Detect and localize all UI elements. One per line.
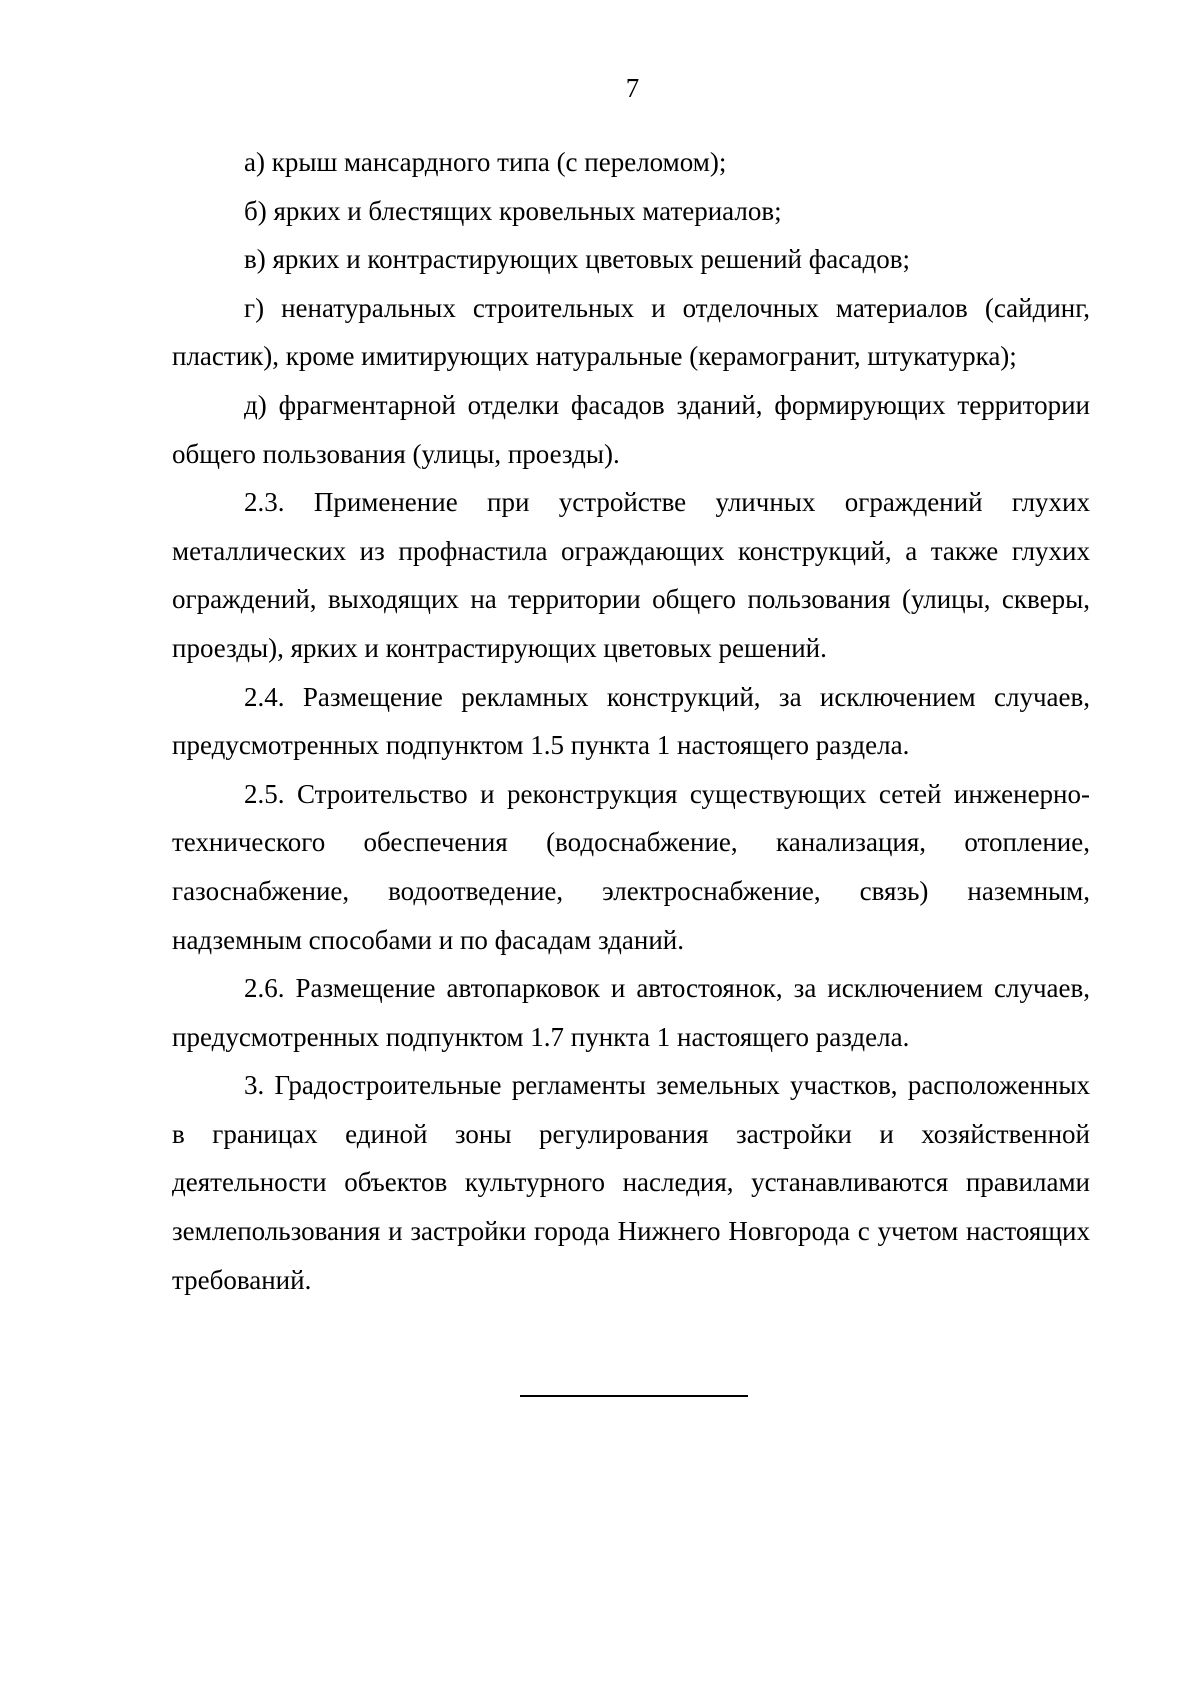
item-d-fragmentary-finish: д) фрагментарной отделки фасадов зданий, формирующих территории общего пользования (улицы, проезды). (172, 389, 1090, 469)
page-number: 7 (625, 73, 640, 103)
item-v-contrasting-colors: в) ярких и контрастирующих цветовых решений фасадов; (244, 244, 910, 275)
document-body (172, 138, 1090, 1304)
clause-3-urban-regulations: 3. Градостроительные регламенты земельных участков, расположенных в границах единой зоны регулирования застройки и хозяйственной деятельности объектов культурного наследия, устанавливаются правилами землепользования и застройки города Нижнего Новгорода с учетом настоящих требований. (172, 1070, 1090, 1295)
item-g-artificial-materials: г) ненатуральных строительных и отделочных материалов (сайдинг, пластик), кроме имитирующих натуральные (керамогранит, штукатурка); (172, 292, 1090, 372)
closing-rule (520, 1395, 748, 1397)
item-b-bright-roofing: б) ярких и блестящих кровельных материалов; (244, 195, 782, 226)
item-a-mansard-roofs: а) крыш мансардного типа (с переломом); (244, 147, 727, 177)
clause-2-6-parking: 2.6. Размещение автопарковок и автостоянок, за исключением случаев, предусмотренных подпунктом 1.7 пункта 1 настоящего раздела. (172, 973, 1090, 1052)
clause-2-3-fences: 2.3. Применение при устройстве уличных ограждений глухих металлических из профнастила ограждающих конструкций, а также глухих ограждений, выходящих на территории общего пользования (улицы, скверы, проезды), ярких и контрастирующих цветовых решений. (172, 487, 1090, 663)
clause-2-5-utility-networks: 2.5. Строительство и реконструкция существующих сетей инженерно-технического обеспечения (водоснабжение, канализация, отопление, газоснабжение, водоотведение, электроснабжение, связь) наземным, надземным способами и по фасадам зданий. (172, 778, 1090, 955)
clause-2-4-advertising: 2.4. Размещение рекламных конструкций, за исключением случаев, предусмотренных подпунктом 1.5 пункта 1 настоящего раздела. (172, 681, 1090, 761)
